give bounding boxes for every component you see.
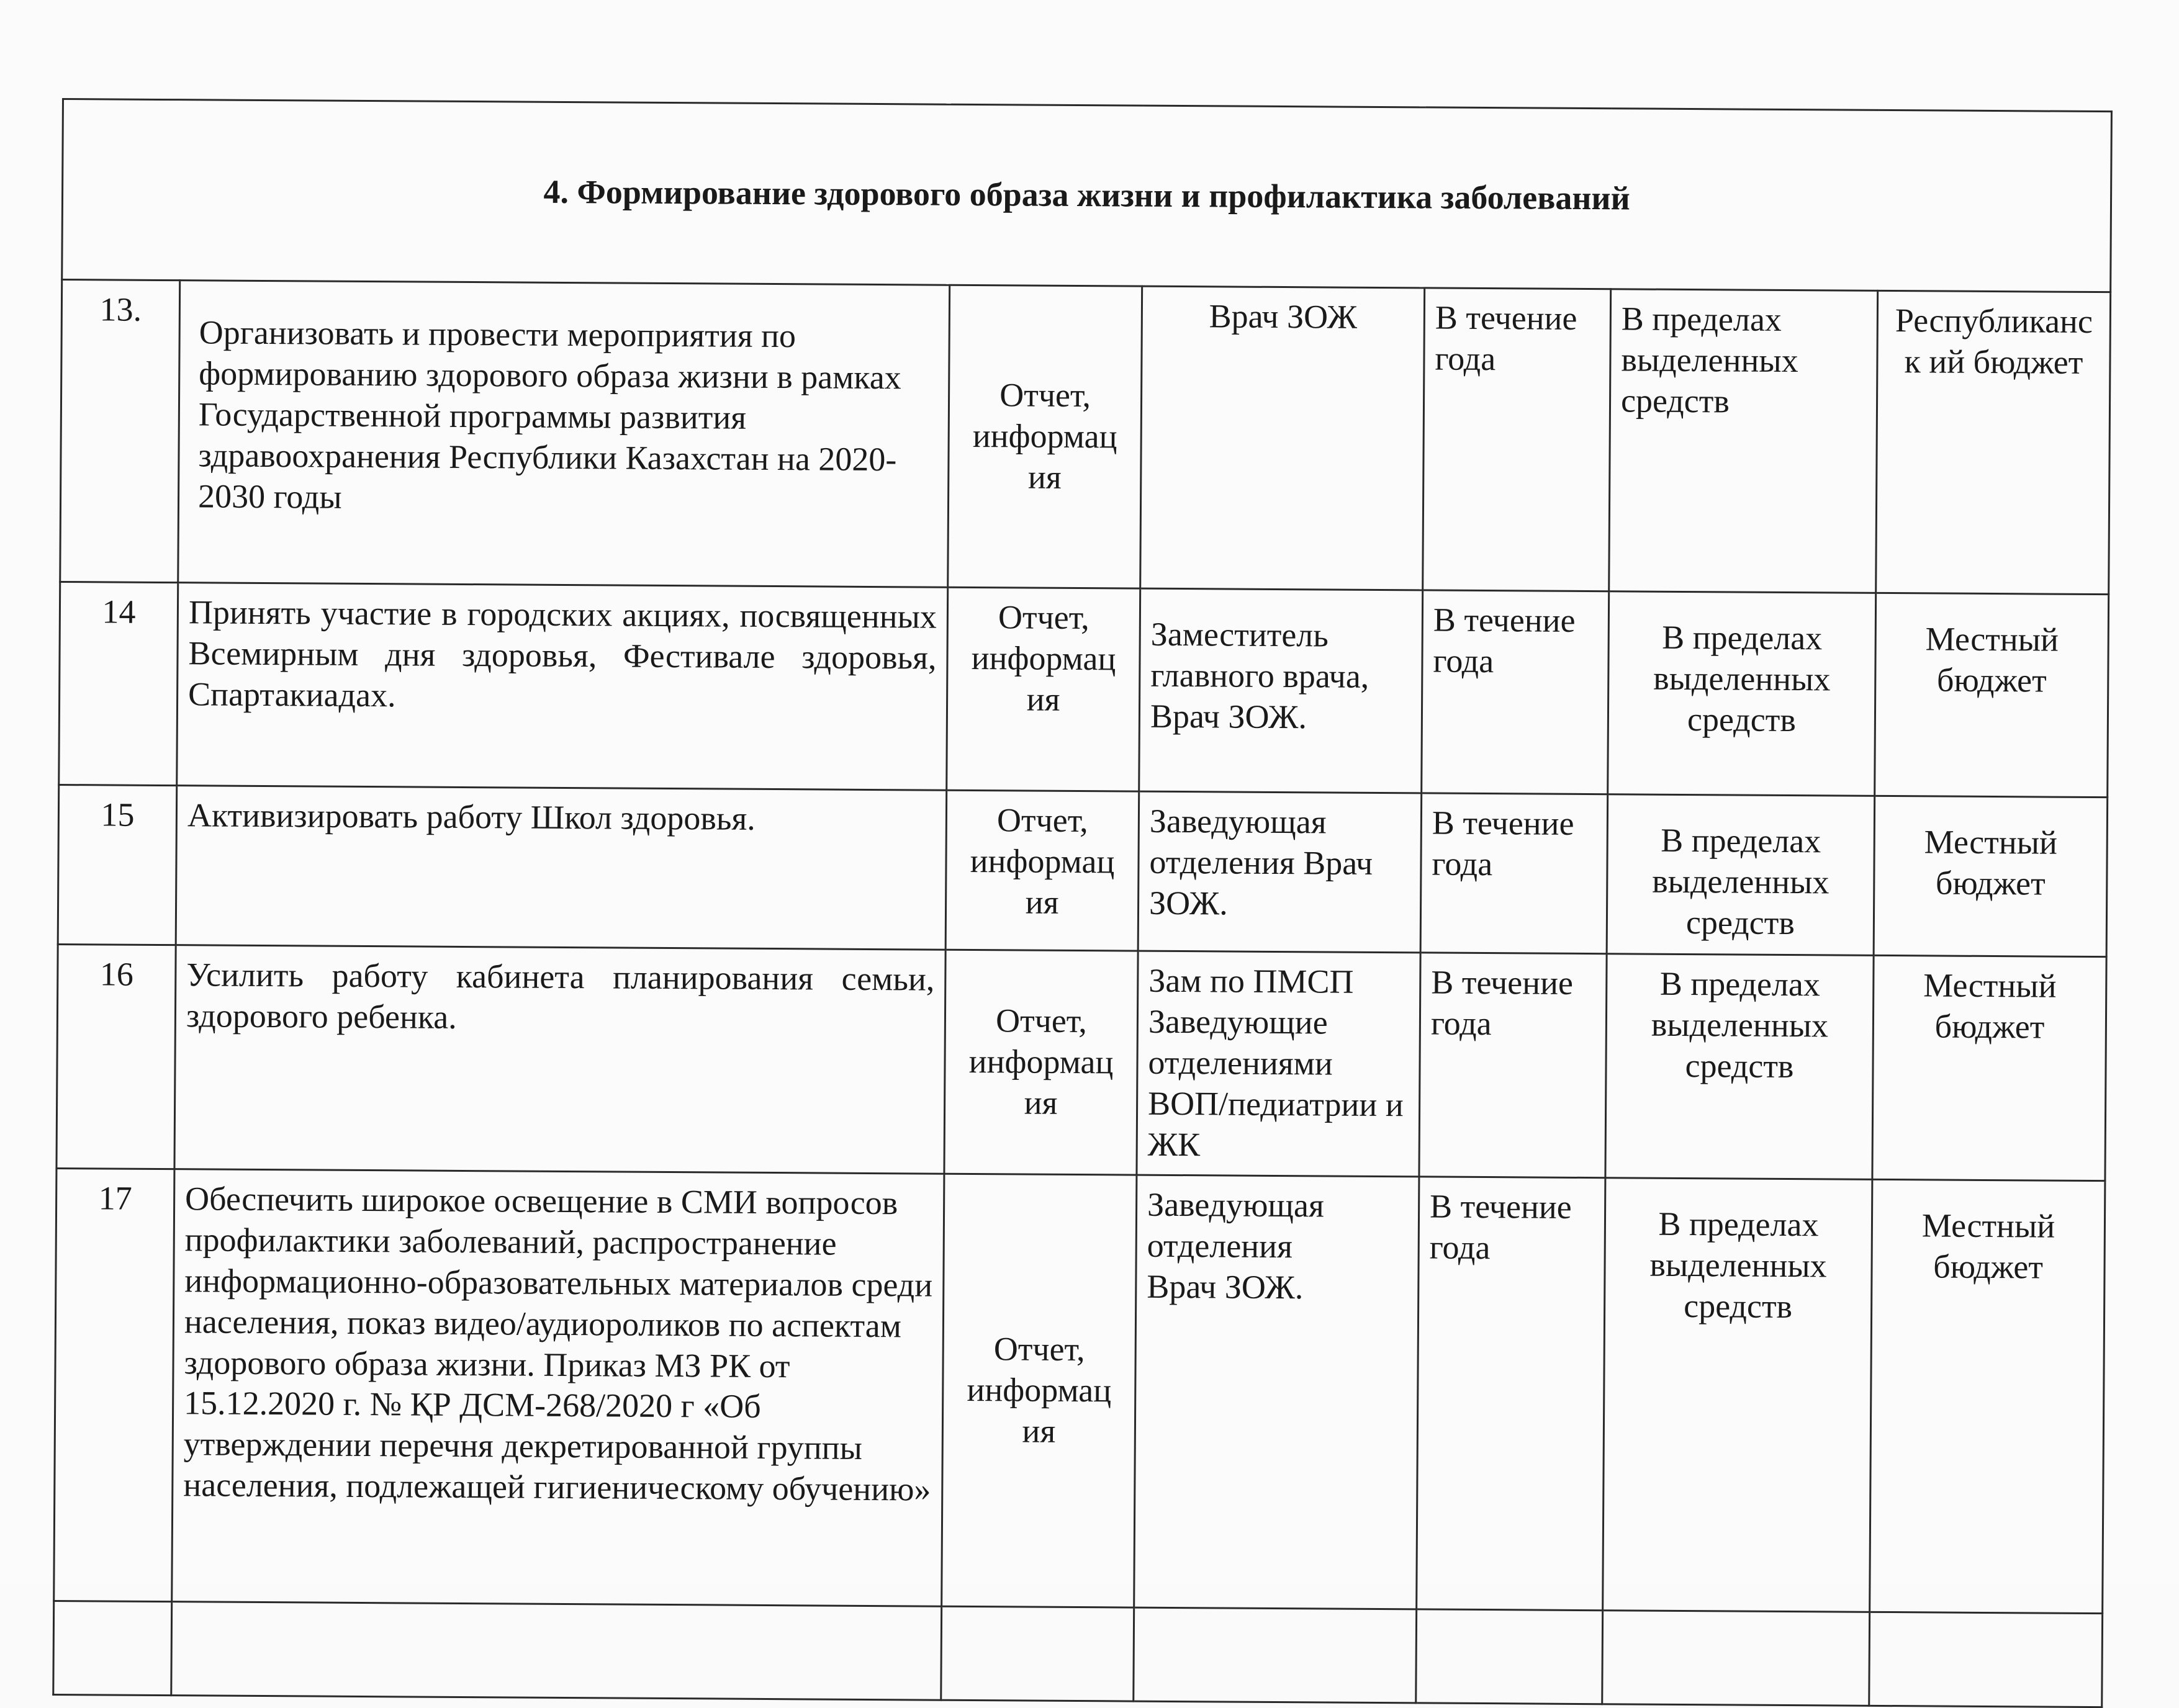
funding-source: Местный бюджет — [1872, 955, 2106, 1180]
row-number: 16 — [56, 944, 176, 1169]
table-row — [54, 1168, 2105, 1613]
amount: В пределах выделенных средств — [1608, 591, 1876, 796]
task-text: Активизировать работу Школ здоровья. — [176, 786, 947, 950]
responsible: Заведующая отделения Врач ЗОЖ. — [1134, 1175, 1419, 1609]
table-row — [56, 944, 2106, 1180]
section-title: 4. Формирование здорового образа жизни и профилактика заболеваний — [62, 99, 2112, 292]
empty-cell — [53, 1601, 172, 1695]
task-text: Обеспечить широкое освещение в СМИ вопросов профилактики заболеваний, распространение информационно-образовательных материалов среди населения, показ видео/аудиороликов по аспектам здорового образа жизни. Приказ МЗ РК от 15.12.2020 г. № ҚР ДСМ-268/2020 г «Об утверждении перечня декретированной группы населения, подлежащей гигиеническому обучению» — [172, 1169, 944, 1607]
row-number: 15 — [58, 784, 177, 945]
completion-form: Отчет, информац ия — [945, 790, 1139, 951]
completion-form: Отчет, информац ия — [942, 1174, 1137, 1607]
term: В течение года — [1423, 288, 1611, 591]
empty-cell — [1869, 1612, 2103, 1707]
funding-source: Республиканск ий бюджет — [1876, 290, 2111, 594]
amount: В пределах выделенных средств — [1603, 1178, 1872, 1612]
table-row — [60, 280, 2111, 595]
empty-cell — [941, 1606, 1134, 1701]
row-number: 14 — [59, 582, 178, 785]
responsible: Заведующая отделения Врач ЗОЖ. — [1138, 791, 1422, 953]
responsible: Зам по ПМСП Заведующие отделениями ВОП/педиатрии и ЖК — [1137, 951, 1420, 1177]
funding-source: Местный бюджет — [1874, 796, 2108, 956]
task-text: Организовать и провести мероприятия по формированию здорового образа жизни в рамках Государственной программы развития здравоохранения Республики Казахстан на 2020- 2030 годы — [178, 281, 950, 588]
amount: В пределах выделенных средств — [1605, 954, 1874, 1180]
task-text: Усилить работу кабинета планирования семьи, здорового ребенка. — [174, 945, 945, 1174]
row-number: 17 — [54, 1168, 174, 1601]
amount: В пределах выделенных средств — [1607, 794, 1875, 956]
table-row — [58, 784, 2108, 956]
funding-source: Местный бюджет — [1875, 593, 2109, 797]
empty-cell — [1602, 1611, 1870, 1706]
row-number: 13. — [60, 280, 180, 583]
section-header-row — [62, 99, 2112, 292]
responsible: Заместитель главного врача, Врач ЗОЖ. — [1139, 588, 1423, 793]
empty-cell — [1134, 1607, 1417, 1703]
plan-table — [52, 98, 2113, 1708]
table-row — [59, 582, 2109, 797]
table-tail-row — [53, 1601, 2103, 1707]
term: В течение года — [1420, 793, 1608, 954]
completion-form: Отчет, информац ия — [948, 285, 1142, 588]
task-text: Принять участие в городских акциях, посвященных Всемирным дня здоровья, Фестивале здоровья, Спартакиадах. — [177, 583, 948, 791]
term: В течение года — [1417, 1177, 1605, 1611]
plan-table-frame — [53, 98, 2111, 1538]
term: В течение года — [1419, 953, 1607, 1178]
funding-source: Местный бюджет — [1870, 1179, 2105, 1613]
responsible: Врач ЗОЖ — [1140, 286, 1425, 590]
term: В течение года — [1422, 590, 1609, 794]
amount: В пределах выделенных средств — [1609, 289, 1878, 593]
completion-form: Отчет, информац ия — [947, 587, 1140, 791]
empty-cell — [1416, 1609, 1603, 1704]
completion-form: Отчет, информац ия — [944, 950, 1138, 1175]
empty-cell — [171, 1602, 942, 1701]
